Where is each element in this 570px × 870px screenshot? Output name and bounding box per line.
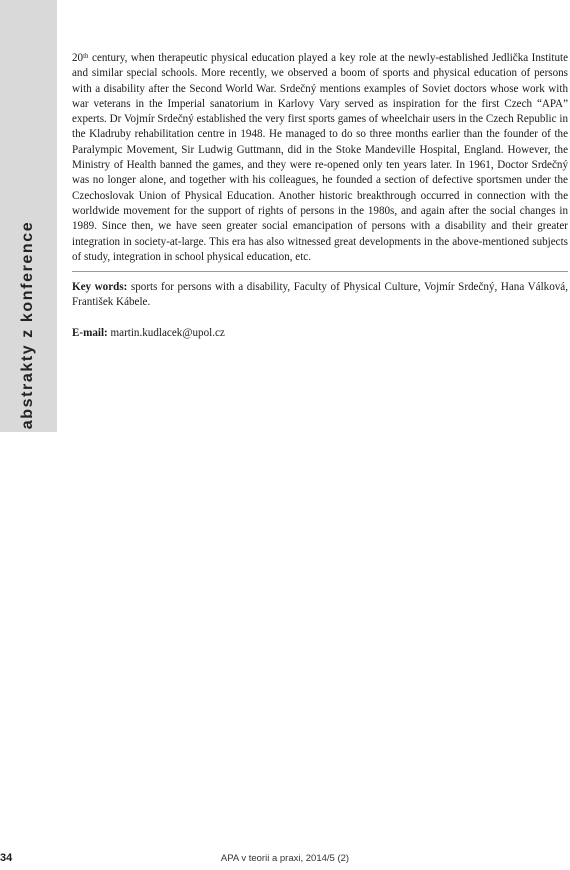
body-paragraph-text: century, when therapeutic physical education played a key role at the newly-established Jedlička Institute and similar special schools. More recently, we observed a boom of sports and physical education of persons with a disability after the Second World War. Srdečný mentions examples of Soviet doctors whose work with war veterans in the Imperial sanatorium in Karlovy Vary served as inspiration for the first Czech “APA” experts. Dr Vojmír Srdečný established the very first sports games of wheelchair users in the Czech Republic in the Kladruby rehabilitation centre in 1948. He managed to do so three months earlier than the founder of the Paralympic Movement, Sir Ludwig Guttmann, did in the Stoke Mandeville Hospital, England. However, the Ministry of Health banned the games, and they were re-opened only ten years later. In 1961, Doctor Srdečný was no longer alone, and together with his colleagues, he founded a section of defective sportsmen under the Czechoslovak Union of Physical Education. Another historic breakthrough occurred in connection with the worldwide movement for the support of rights of persons in the 1980s, and again after the social changes in 1989. Since then, we have seen greater social emancipation of persons with a disability and their greater integration in society-at-large. This era has also witnessed great developments in the above-mentioned subjects of study, integration in school physical education, etc.: [72, 52, 568, 263]
page-number: 34: [0, 852, 13, 864]
email-address[interactable]: martin.kudlacek@upol.cz: [107, 326, 225, 339]
ordinal-superscript: th: [83, 52, 89, 60]
keywords-text: sports for persons with a disability, Faculty of Physical Culture, Vojmír Srdečný, Hana Válková, František Kábele.: [72, 281, 568, 309]
article-content: [72, 51, 568, 341]
sidebar-section-label: abstrakty z konference: [19, 220, 36, 430]
journal-citation: APA v teorii a praxi, 2014/5 (2): [220, 853, 350, 864]
century-number: 20: [72, 52, 84, 64]
keywords-line: [72, 280, 568, 311]
body-paragraph: [72, 51, 568, 265]
email-line: [72, 326, 568, 341]
section-divider: [72, 271, 568, 272]
keywords-label: Key words:: [72, 281, 128, 294]
email-label: E-mail:: [72, 326, 108, 339]
sidebar-band: [0, 0, 57, 432]
